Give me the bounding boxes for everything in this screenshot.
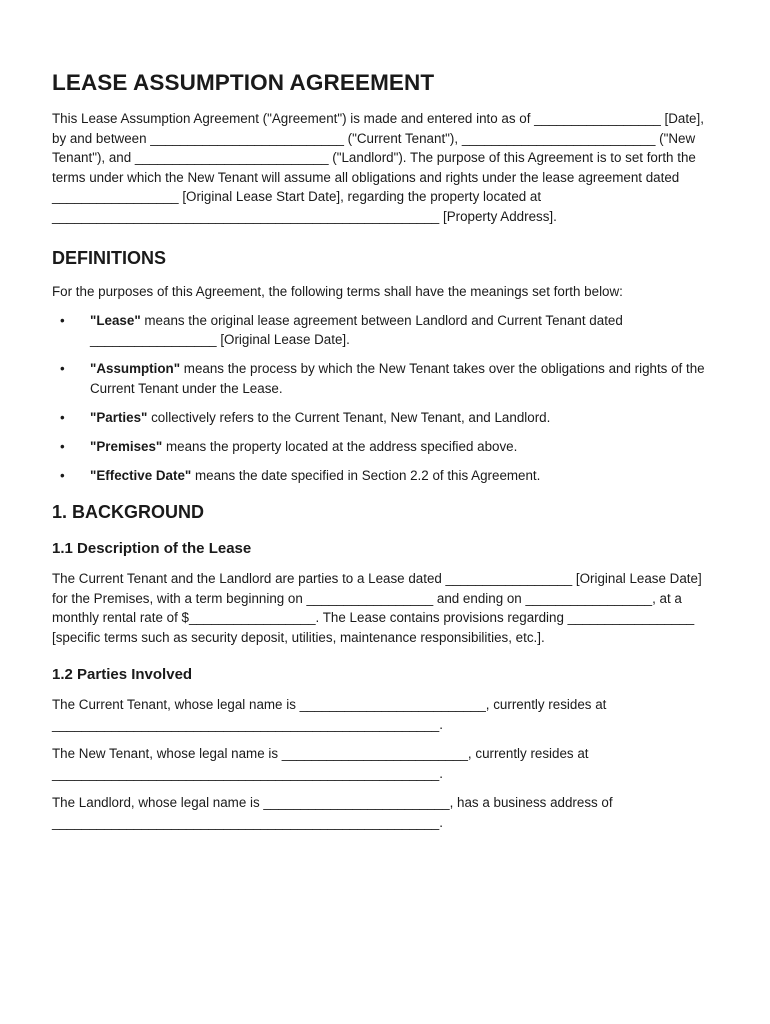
definition-text: means the process by which the New Tenant takes over the obligations and rights of the Current Tenant under the Lease. [90, 361, 705, 396]
list-item [52, 311, 720, 350]
list-item [52, 437, 720, 457]
definition-text: means the date specified in Section 2.2 of this Agreement. [191, 467, 541, 483]
definition-term: "Lease" [90, 312, 141, 328]
current-tenant-paragraph: The Current Tenant, whose legal name is _________________________, currently resides at ____________________________________________________. [52, 697, 607, 732]
definition-term: "Parties" [90, 409, 148, 425]
lease-description-heading: 1.1 Description of the Lease [52, 540, 252, 557]
list-item [52, 359, 720, 398]
definitions-lead: For the purposes of this Agreement, the following terms shall have the meanings set forth below: [52, 284, 623, 299]
landlord-paragraph: The Landlord, whose legal name is _________________________, has a business address of ____________________________________________________. [52, 795, 613, 830]
document-title: LEASE ASSUMPTION AGREEMENT [52, 70, 435, 95]
bullet-icon: • [60, 467, 65, 483]
new-tenant-paragraph: The New Tenant, whose legal name is _________________________, currently resides at ____________________________________________________. [52, 746, 589, 781]
bullet-icon: • [60, 409, 65, 425]
definition-term: "Premises" [90, 438, 163, 454]
definition-text: means the original lease agreement between Landlord and Current Tenant dated _________________ [Original Lease Date]. [90, 312, 623, 347]
definitions-heading: DEFINITIONS [52, 248, 167, 268]
definition-text: collectively refers to the Current Tenant, New Tenant, and Landlord. [147, 409, 551, 425]
bullet-icon: • [60, 361, 65, 376]
background-heading: 1. BACKGROUND [52, 502, 205, 522]
definition-term: "Effective Date" [90, 467, 192, 483]
list-item [52, 466, 720, 486]
bullet-icon: • [60, 312, 65, 328]
definition-text: means the property located at the address specified above. [162, 438, 518, 454]
bullet-icon: • [60, 438, 65, 454]
definitions-list [52, 311, 720, 486]
parties-involved-heading: 1.2 Parties Involved [52, 666, 193, 683]
lease-description-text: The Current Tenant and the Landlord are parties to a Lease dated _________________ [Original Lease Date] for the Premises, with a term beginning on _________________ and ending on _________________, at a monthly rental rate of $_________________. The Lease contains provisions regarding _________________ [specific terms such as security deposit, utilities, maintenance responsibilities, etc.]. [52, 571, 702, 645]
intro-paragraph: This Lease Assumption Agreement ("Agreement") is made and entered into as of _________________ [Date], by and between __________________________ ("Current Tenant"), __________________________ ("New Tenant"), and __________________________ ("Landlord"). The purpose of this Agreement is to set forth the terms under which the New Tenant will assume all obligations and rights under the lease agreement dated _________________ [Original Lease Start Date], regarding the property located at ____________________________________________________ [Property Address]. [52, 111, 704, 224]
definition-term: "Assumption" [90, 361, 181, 376]
list-item [52, 408, 720, 428]
